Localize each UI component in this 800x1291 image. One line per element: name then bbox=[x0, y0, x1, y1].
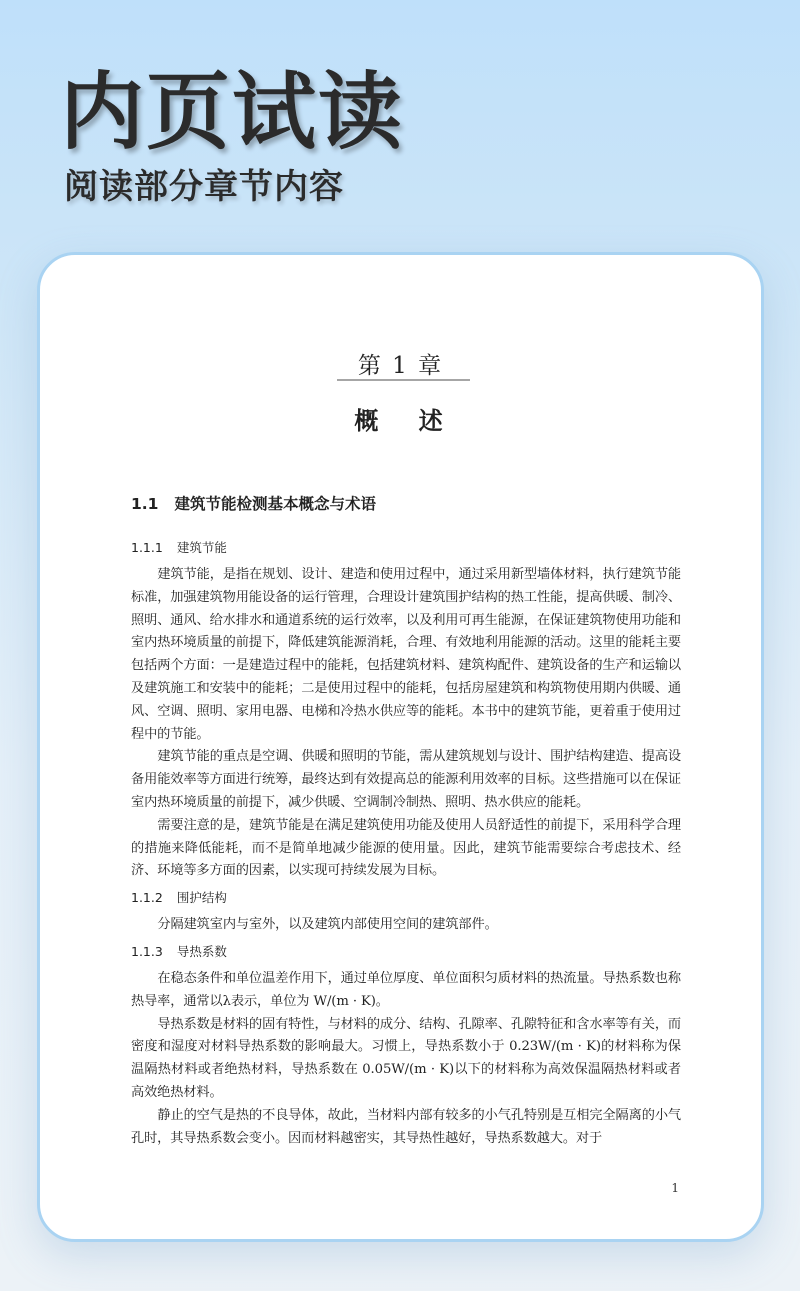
page-number: 1 bbox=[671, 1181, 679, 1195]
chapter-title: 概 述 bbox=[354, 406, 447, 435]
page-content bbox=[131, 493, 681, 1150]
paragraph: 建筑节能的重点是空调、供暖和照明的节能，需从建筑规划与设计、围护结构建造、提高设备用能效率等方面进行统筹，最终达到有效提高总的能源利用效率的目标。这些措施可以在保证室内热环境质量的前提下，减少供暖、空调制冷制热、照明、热水供应的能耗。 bbox=[131, 749, 681, 810]
subsection-heading bbox=[131, 942, 681, 962]
subsection-title: 导热系数 bbox=[176, 943, 227, 959]
subsection-title: 建筑节能 bbox=[176, 540, 227, 555]
paragraph: 分隔建筑室内与室外，以及建筑内部使用空间的建筑部件。 bbox=[157, 917, 498, 933]
paragraph: 建筑节能，是指在规划、设计、建造和使用过程中，通过采用新型墙体材料，执行建筑节能标准，加强建筑物用能设备的运行管理，合理设计建筑围护结构的热工性能，提高供暖、制冷、照明、通风、给水排水和通道系统的运行效率，以及利用可再生能源，在保证建筑物使用功能和室内热环境质量的前提下，降低建筑能源消耗，合理、有效地利用能源的活动。这里的能耗主要包括两个方面：一是建造过程中的能耗，包括建筑材料、建筑构配件、建筑设备的生产和运输以及建筑施工和安装中的能耗；二是使用过程中的能耗，包括房屋建筑和构筑物使用期内供暖、通风、空调、照明、家用电器、电梯和冷热水供应等的能耗。本书中的建筑节能，更着重于使用过程中的节能。 bbox=[131, 567, 681, 742]
section-title: 建筑节能检测基本概念与术语 bbox=[174, 495, 376, 513]
paragraph: 导热系数是材料的固有特性，与材料的成分、结构、孔隙率、孔隙特征和含水率等有关，而密度和湿度对材料导热系数的影响最大。习惯上，导热系数小于 0.23W/(m · K)的材料称为保温隔热材料或者绝热材料，导热系数在 0.05W/(m · K)以下的材料称为高效保温隔热材料或者高效绝热材料。 bbox=[131, 1016, 681, 1100]
chapter-label: 第 1 章 bbox=[357, 353, 444, 379]
subsection-heading bbox=[131, 888, 681, 908]
banner-title: 内页试读 bbox=[60, 63, 405, 161]
paragraph: 需要注意的是，建筑节能是在满足建筑使用功能及使用人员舒适性的前提下，采用科学合理的措施来降低能耗，而不是简单地减少能源的使用量。因此，建筑节能需要综合考虑技术、经济、环境等多方面的因素，以实现可持续发展为目标。 bbox=[131, 817, 681, 879]
subsection-title: 围护结构 bbox=[176, 890, 227, 906]
banner-subtitle: 阅读部分章节内容 bbox=[64, 167, 344, 207]
page-preview-card bbox=[37, 252, 764, 1242]
chapter-divider bbox=[337, 379, 470, 381]
section-number: 1.1 bbox=[131, 495, 159, 513]
subsection-number: 1.1.3 bbox=[131, 943, 163, 959]
banner bbox=[60, 63, 405, 207]
section-heading bbox=[131, 493, 681, 515]
paragraph: 在稳态条件和单位温差作用下，通过单位厚度、单位面积匀质材料的热流量。导热系数也称热导率，通常以λ表示，单位为 W/(m · K)。 bbox=[131, 970, 681, 1009]
subsection-number: 1.1.2 bbox=[131, 890, 163, 906]
subsection-heading bbox=[131, 538, 681, 558]
paragraph: 静止的空气是热的不良导体，故此，当材料内部有较多的小气孔特别是互相完全隔离的小气孔时，其导热系数会变小。因而材料越密实，其导热性越好，导热系数越大。对于 bbox=[131, 1107, 681, 1146]
subsection-number: 1.1.1 bbox=[131, 540, 163, 555]
